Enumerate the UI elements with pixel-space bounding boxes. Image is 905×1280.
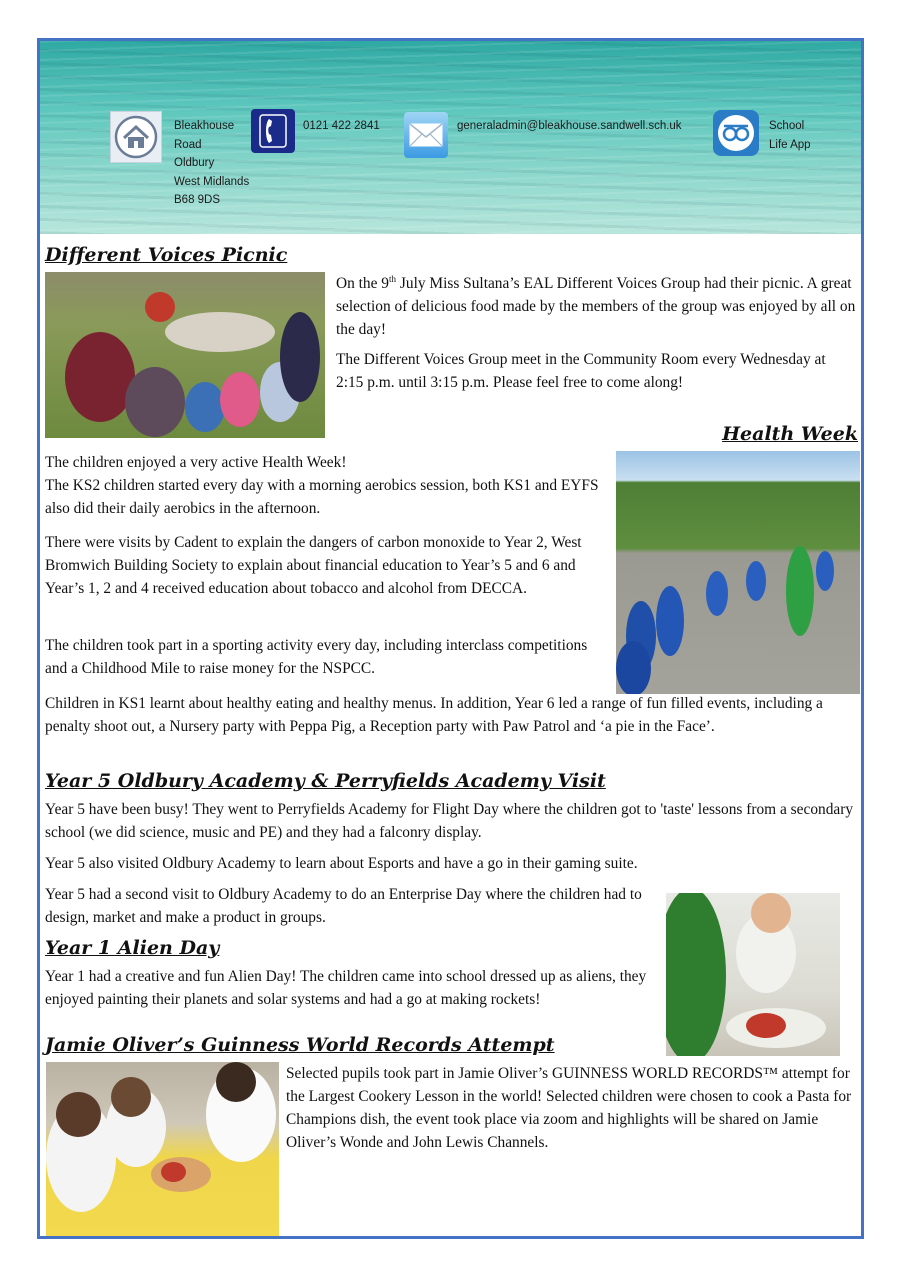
home-icon bbox=[110, 111, 162, 163]
health-week-photo bbox=[616, 451, 860, 694]
picnic-paragraph-1: On the 9th July Miss Sultana’s EAL Different Voices Group had their picnic. A great selection of delicious food made by the members of the group was enjoyed by all on the day! bbox=[336, 273, 856, 338]
address-line: B68 9DS bbox=[174, 194, 221, 206]
app-label-line: School bbox=[769, 120, 805, 132]
mail-icon bbox=[404, 112, 448, 158]
year5-paragraph-3: Year 5 had a second visit to Oldbury Academy to do an Enterprise Day where the children had to design, market and make a product in groups. bbox=[45, 886, 642, 926]
health-week-heading: Health Week bbox=[722, 423, 858, 445]
picnic-photo bbox=[45, 272, 325, 438]
phone-number[interactable]: 0121 422 2841 bbox=[303, 120, 380, 132]
health-week-paragraph-2: There were visits by Cadent to explain the dangers of carbon monoxide to Year 2, West Bromwich Building Society to explain about financial education to Year’s 5 and 6 and Year’s 1, 2 and 4 received education about tobacco and alcohol from DECCA. bbox=[45, 534, 582, 597]
picnic-paragraph-2: The Different Voices Group meet in the Community Room every Wednesday at 2:15 p.m. until 3:15 p.m. Please feel free to come along! bbox=[336, 351, 826, 391]
year5-paragraph-2: Year 5 also visited Oldbury Academy to learn about Esports and have a go in their gaming suite. bbox=[45, 855, 638, 872]
year1-paragraph: Year 1 had a creative and fun Alien Day! The children came into school dressed up as aliens, they enjoyed painting their planets and solar systems and had a go at making rockets! bbox=[45, 968, 647, 1008]
app-label-line: Life App bbox=[769, 138, 811, 151]
address-line: Bleakhouse bbox=[174, 120, 235, 132]
school-app-icon bbox=[713, 110, 759, 156]
health-week-paragraph-1: The children enjoyed a very active Health Week! The KS2 children started every day with a morning aerobics session, both KS1 and EYFS also did their daily aerobics in the afternoon. bbox=[45, 454, 599, 517]
picnic-heading: Different Voices Picnic bbox=[45, 244, 288, 266]
health-week-paragraph-3: The children took part in a sporting activity every day, including interclass competitions and a Childhood Mile to raise money for the NSPCC. bbox=[45, 637, 588, 677]
contact-header bbox=[40, 41, 861, 234]
address-line: West Midlands bbox=[174, 175, 250, 188]
address-line: Oldbury bbox=[174, 157, 215, 169]
health-week-paragraph-4: Children in KS1 learnt about healthy eating and healthy menus. In addition, Year 6 led a range of fun filled events, including a penalty shoot out, a Nursery party with Peppa Pig, a Reception party with Paw Patrol and ‘a pie in the Face’. bbox=[45, 695, 823, 735]
year5-paragraph-1: Year 5 have been busy! They went to Perryfields Academy for Flight Day where the children got to 'taste' lessons from a secondary school (we did science, music and PE) and they had a falconry display. bbox=[45, 801, 854, 841]
jamie-oliver-paragraph: Selected pupils took part in Jamie Oliver’s GUINNESS WORLD RECORDS™ attempt for the Largest Cookery Lesson in the world! Selected children were chosen to cook a Pasta for Champions dish, the event took place via zoom and highlights will be shared on Jamie Oliver’s Wonde and John Lewis Channels. bbox=[286, 1065, 852, 1151]
phone-icon bbox=[251, 109, 295, 153]
email-address[interactable]: generaladmin@bleakhouse.sandwell.sch.uk bbox=[457, 120, 682, 132]
jamie-oliver-heading: Jamie Oliver’s Guinness World Records Attempt bbox=[45, 1034, 555, 1056]
cookery-lesson-photo bbox=[46, 1062, 279, 1236]
year5-heading: Year 5 Oldbury Academy & Perryfields Academy Visit bbox=[45, 770, 606, 792]
school-app-label bbox=[769, 117, 829, 154]
alien-day-photo bbox=[666, 893, 840, 1056]
year1-heading: Year 1 Alien Day bbox=[45, 937, 220, 959]
newsletter-page bbox=[37, 38, 864, 1239]
address-line: Road bbox=[174, 138, 202, 151]
